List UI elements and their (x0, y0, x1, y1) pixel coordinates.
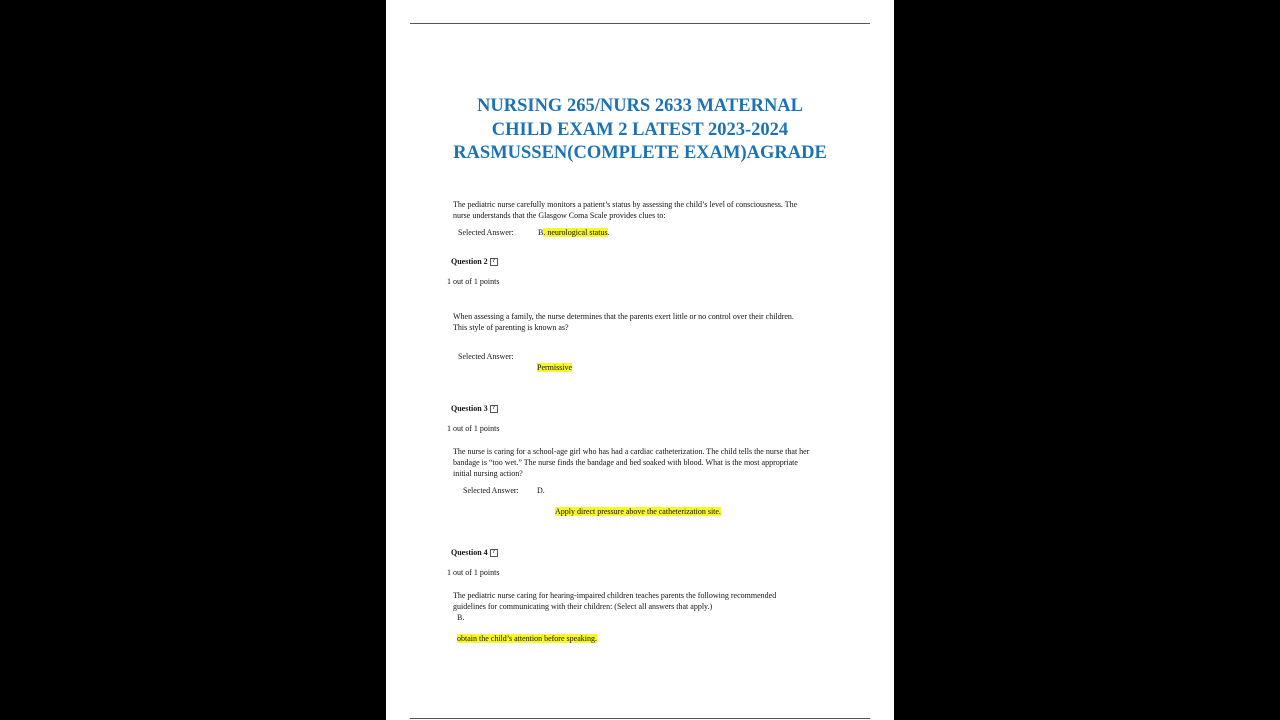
text-line: guidelines for communicating with their children: (Select all answers that apply.) (453, 602, 713, 611)
text-line: This style of parenting is known as? (453, 323, 569, 332)
text-line: When assessing a family, the nurse determines that the parents exert little or no control over their children. (453, 312, 794, 321)
selected-answer-label: Selected Answer: (463, 486, 519, 495)
text-line: The pediatric nurse carefully monitors a patient’s status by assessing the child’s level of consciousness. The (453, 200, 798, 209)
text-line: initial nursing action? (453, 469, 523, 478)
selected-answer-label: Selected Answer: (458, 228, 514, 237)
text-line: The nurse is caring for a school-age girl who has had a cardiac catheterization. The child tells the nurse that her (453, 447, 810, 456)
selected-answer (537, 362, 572, 373)
question-1-text (453, 199, 797, 221)
selected-answer-label: Selected Answer: (458, 352, 514, 361)
answer-letter: B (538, 228, 544, 237)
title-line: RASMUSSEN(COMPLETE EXAM)AGRADE (453, 143, 827, 163)
top-divider (410, 23, 870, 24)
title-line: CHILD EXAM 2 LATEST 2023-2024 (491, 119, 789, 140)
answer-letter: B. (457, 613, 465, 622)
selected-answer (538, 227, 610, 238)
heading-text: Question 2 (451, 257, 488, 266)
text-line: nurse understands that the Glasgow Coma Scale provides clues to: (453, 211, 666, 220)
answer-highlight: . neurological status (543, 228, 608, 237)
answer-highlight: Permissive (537, 363, 573, 372)
question-2-text (453, 311, 794, 333)
heading-text: Question 3 (451, 404, 488, 413)
question-4-heading (451, 547, 498, 558)
heading-text: Question 4 (451, 548, 488, 557)
question-4-points: 1 out of 1 points (447, 568, 500, 577)
answer-highlight: obtain the child’s attention before speaking. (457, 634, 597, 643)
selected-answer (457, 633, 597, 644)
document-page (386, 0, 894, 720)
question-4-text (453, 590, 776, 612)
answer-trail: . (607, 228, 610, 237)
bottom-divider (410, 718, 870, 719)
help-icon[interactable]: ? (490, 549, 498, 557)
document-title (386, 95, 894, 166)
question-3-text (453, 446, 809, 479)
answer-highlight: Apply direct pressure above the catheterization site. (555, 507, 721, 516)
help-icon[interactable]: ? (490, 405, 498, 413)
text-line: The pediatric nurse caring for hearing-impaired children teaches parents the following recommended (453, 591, 777, 600)
title-line: NURSING 265/NURS 2633 MATERNAL (477, 96, 803, 116)
question-3-heading (451, 403, 498, 414)
question-2-heading (451, 256, 498, 267)
text-line: bandage is “too wet.” The nurse finds the bandage and bed soaked with blood. What is the most appropriate (453, 458, 798, 467)
selected-answer (555, 506, 721, 517)
answer-letter: D. (537, 486, 545, 495)
question-2-points: 1 out of 1 points (447, 277, 500, 286)
question-3-points: 1 out of 1 points (447, 424, 500, 433)
help-icon[interactable]: ? (490, 258, 498, 266)
